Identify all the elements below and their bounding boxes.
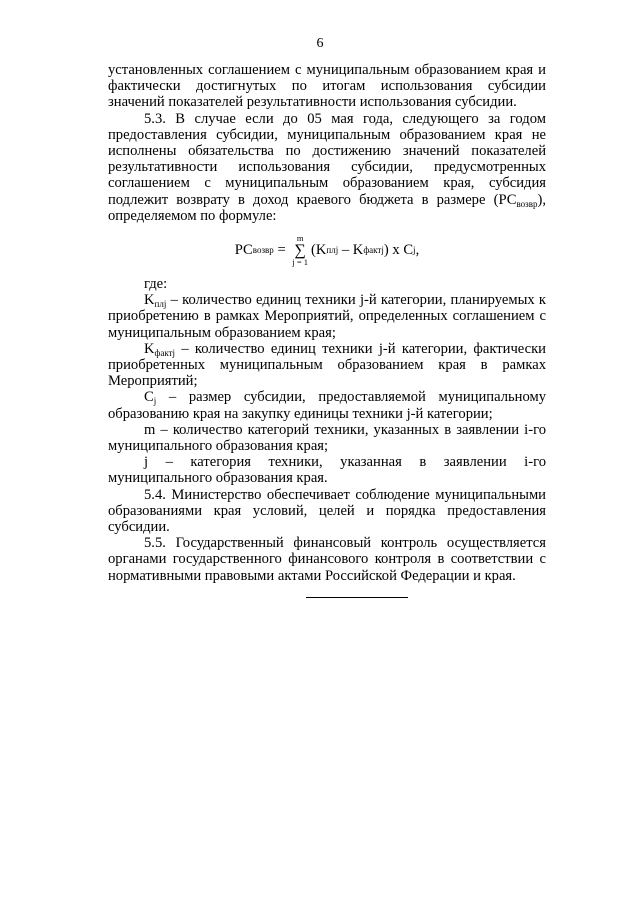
definition-m: m – количество категорий техники, указанных в заявлении i-го муниципального образования края; [108, 421, 546, 455]
paragraph-5-4: 5.4. Министерство обеспечивает соблюдение муниципальными образованиями края условий, целей и порядка предоставления субсидии. [108, 486, 546, 536]
document-body [108, 62, 546, 584]
formula-close: ) x C [383, 241, 414, 258]
definition-j: j – категория техники, указанная в заявлении i-го муниципального образования края. [108, 454, 546, 487]
formula-end: , [415, 241, 420, 258]
formula-minus: – K [338, 241, 364, 258]
sigma-symbol: ∑ [294, 241, 306, 259]
paragraph-5-3-subscript: возвр [516, 198, 538, 209]
def1-text: – количество единиц техники j-й категории, планируемых к приобретению в рамках Мероприятий, определенных соглашением с муниципальным образованием края; [108, 292, 546, 341]
definition-c [108, 389, 546, 421]
paragraph-5-5: 5.5. Государственный финансовый контроль осуществляется органами государственного финансового контроля в соответствии с нормативными правовыми актами Российской Федерации и края. [108, 535, 546, 584]
def3-symbol: C [144, 389, 154, 406]
def2-sub: фактj [154, 347, 176, 358]
page-number: 6 [316, 36, 324, 51]
paragraph-5-3-end: ), определяемом по формуле: [108, 191, 546, 224]
paragraph-5-3-text: 5.3. В случае если до 05 мая года, следующего за годом предоставления субсидии, муниципальным образованием края не исполнены обязательства по достижению значений показателей результативности использования субсидии, предусмотренных соглашением с муниципальным образованием края, субсидия подлежит возврату в доход краевого бюджета в размере (РС [108, 110, 546, 208]
formula-eq: = [273, 241, 290, 258]
definition-k-fact [108, 341, 546, 390]
formula-lhs: РС [234, 241, 253, 258]
def3-sub: j [153, 396, 157, 407]
paragraph-5-3 [108, 111, 546, 224]
formula-open: (K [310, 241, 327, 258]
def3-text: – размер субсидии, предоставляемой муниципальному образованию края на закупку единицы техники j-й категории; [108, 389, 546, 422]
end-divider [306, 597, 408, 598]
formula: РС возвр = m ∑ j = 1 (K плj – K фактj ) x C j , [234, 232, 420, 267]
sum-lower-limit: j = 1 [292, 256, 308, 267]
where-label: где: [144, 276, 168, 293]
def2-text: – количество единиц техники j-й категории, фактически приобретенных муниципальным образованием края в рамках Мероприятий; [108, 340, 546, 390]
def1-symbol: K [144, 292, 155, 309]
sum-upper-limit: m [296, 232, 304, 243]
def1-sub: плj [154, 299, 167, 310]
sum-operator [292, 234, 308, 267]
definition-k-plan [108, 292, 546, 341]
paragraph-continuation: установленных соглашением с муниципальным образованием края и фактически достигнутых по итогам использования субсидии значений показателей результативности использования субсидии. [108, 62, 546, 111]
def2-symbol: K [144, 340, 155, 357]
